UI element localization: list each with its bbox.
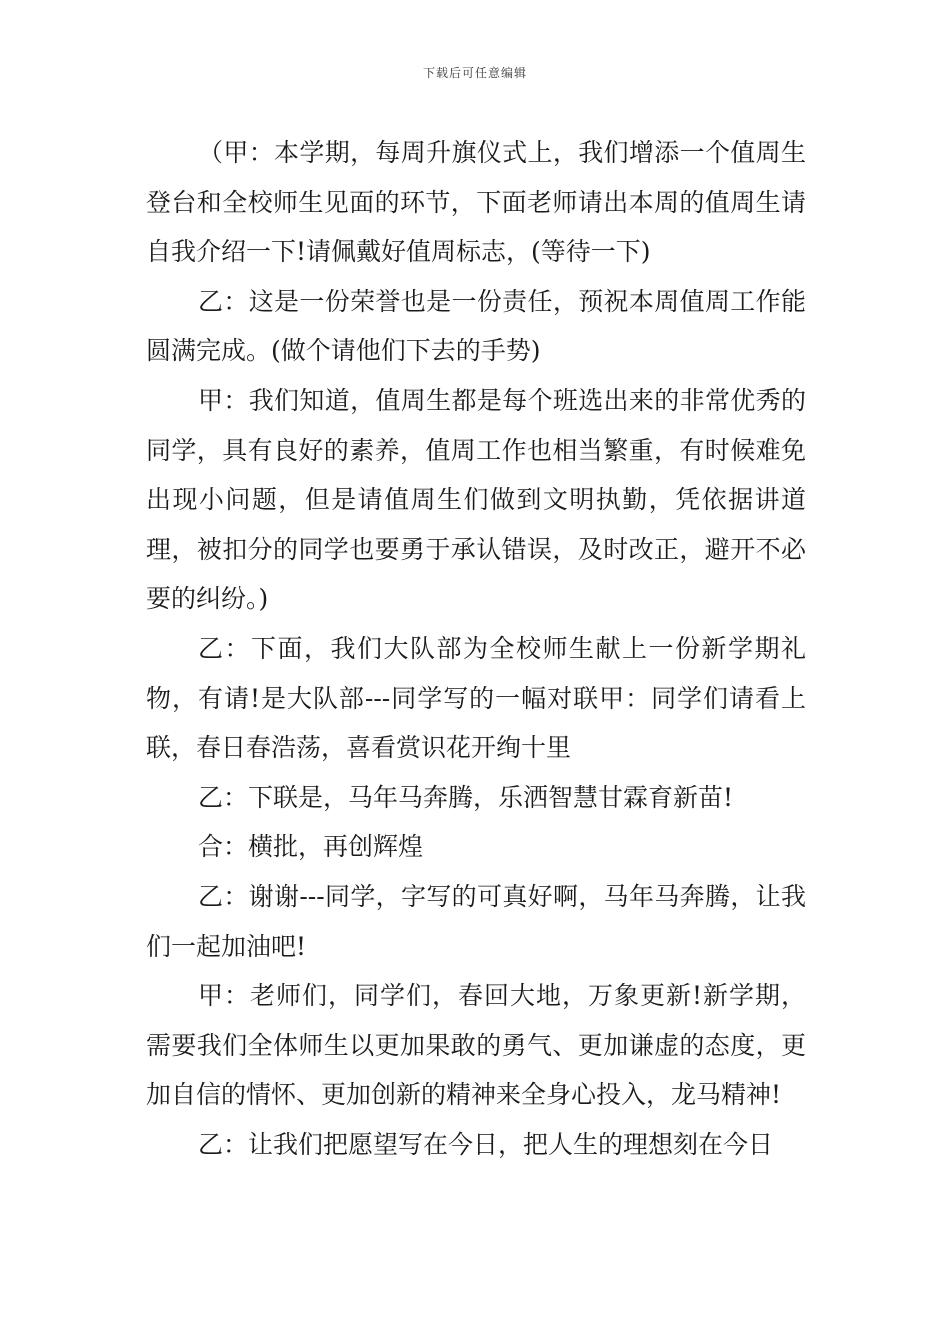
paragraph-duty-work: 甲：我们知道，值周生都是每个班选出来的非常优秀的同学，具有良好的素养，值周工作也相当繁重，有时候难免出现小问题，但是请值周生们做到文明执勤，凭依据讲道理，被扣分的同学也要勇于承认错误，及时改正，避开不必要的纠纷。) (146, 385, 806, 614)
paragraph-honor-responsibility: 乙：这是一份荣誉也是一份责任，预祝本周值周工作能圆满完成。(做个请他们下去的手势) (146, 286, 806, 366)
paragraph-thanks: 乙：谢谢---同学，字写的可真好啊，马年马奔腾，让我们一起加油吧! (146, 881, 806, 961)
document-body (146, 128, 806, 1169)
paragraph-new-semester: 甲：老师们，同学们，春回大地，万象更新!新学期，需要我们全体师生以更加果敢的勇气、更加谦虚的态度，更加自信的情怀、更加创新的精神来全身心投入，龙马精神! (146, 981, 806, 1110)
page-header-note: 下载后可任意编辑 (422, 66, 527, 80)
paragraph-intro-duty-students: （甲：本学期，每周升旗仪式上，我们增添一个值周生登台和全校师生见面的环节，下面老师请出本周的值周生请自我介绍一下!请佩戴好值周标志，(等待一下) (146, 138, 806, 267)
paragraph-gift-couplet: 乙：下面，我们大队部为全校师生献上一份新学期礼物，有请!是大队部---同学写的一幅对联甲：同学们请看上联，春日春浩荡，喜看赏识花开绚十里 (146, 633, 806, 763)
paragraph-horizontal-scroll: 合：横批，再创辉煌 (198, 832, 424, 862)
paragraph-second-line: 乙：下联是，马年马奔腾，乐洒智慧甘霖育新苗! (198, 782, 734, 812)
paragraph-wishes: 乙：让我们把愿望写在今日，把人生的理想刻在今日 (198, 1129, 774, 1159)
